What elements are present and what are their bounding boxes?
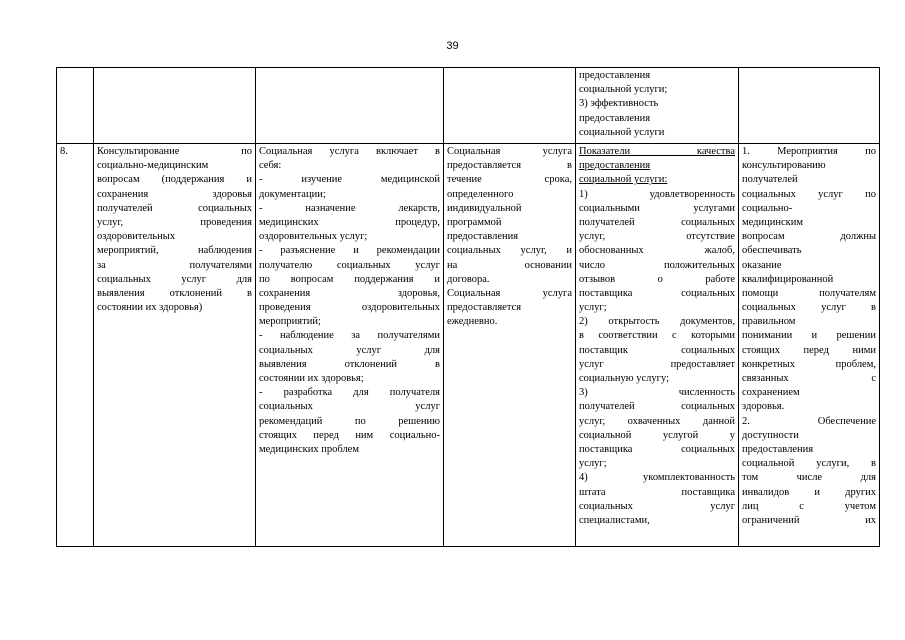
text-line: мероприятий, наблюдения [97, 245, 252, 257]
text-line: состоянии их здоровья; [259, 373, 364, 384]
text-line: конкретных проблем, [742, 358, 876, 370]
text-line: здоровья. [742, 401, 785, 413]
text-line: получателей социальных [579, 401, 735, 413]
text-line: понимании и решении [742, 330, 876, 342]
text-line: выявления отклонений в [97, 287, 252, 299]
text-line: социальных услуг по [742, 188, 876, 200]
text-line: социальных услуг в [742, 302, 876, 314]
text-line: выявления отклонений в [259, 358, 440, 370]
indicators-cell [576, 144, 739, 547]
text-line: отзывов о работе [579, 273, 735, 285]
text-line: ежедневно. [447, 316, 498, 328]
text-line: оздоровительных [97, 231, 176, 243]
text-line: - разъяснение и рекомендации [259, 245, 440, 257]
text-line: услуг предоставляет [579, 358, 735, 370]
text-line: документации; [259, 188, 326, 200]
text-line: рекомендаций по решению [259, 415, 440, 427]
text-line: 3) численность [579, 387, 735, 399]
text-line: поставщика социальных [579, 443, 735, 455]
text-line: проведения оздоровительных [259, 302, 440, 314]
service-name-cell [94, 68, 256, 144]
text-line: обеспечивать [742, 245, 802, 257]
text-line: программой [447, 216, 502, 228]
text-line: предоставления [579, 160, 651, 172]
text-line: социальных услуг [259, 401, 440, 413]
text-line: стоящих перед ним социально- [259, 429, 440, 441]
text-line: услуг, проведения [97, 216, 252, 228]
text-line: Социальная услуга [447, 146, 572, 157]
text-line: вопросам (поддержания и [97, 174, 252, 186]
number-cell [57, 68, 94, 144]
service-name-cell [94, 144, 256, 547]
text-line: получателей социальных [579, 216, 735, 228]
indicators-cell [576, 68, 739, 144]
text-line: себя: [259, 160, 282, 172]
text-line: Консультирование по [97, 146, 252, 157]
text-line: Социальная услуга включает в [259, 146, 440, 157]
row-number-text: 8. [60, 146, 68, 157]
text-line: индивидуальной [447, 202, 522, 214]
text-line: социальной услугой у [579, 429, 735, 441]
text-line: в соответствии с которыми [579, 330, 735, 342]
text-line: получателей социальных [97, 202, 252, 214]
text-line: штата поставщика [579, 486, 735, 498]
description-cell [256, 144, 444, 547]
text-line: Показатели качества [579, 146, 735, 157]
social-services-table [56, 67, 880, 547]
text-line: вопросам должны [742, 231, 876, 243]
text-line: 4) укомплектованность [579, 472, 735, 484]
text-line: предоставления [579, 70, 651, 81]
service-row-8 [57, 144, 880, 547]
text-line: услуг; [579, 458, 607, 470]
text-line: предоставления [742, 443, 814, 455]
text-line: число положительных [579, 259, 735, 271]
text-line: 1) удовлетворенность [579, 188, 735, 200]
text-line: поставщика социальных [579, 287, 735, 299]
text-line: 2) открытость документов, [579, 316, 735, 328]
conditions-cell [739, 68, 880, 144]
text-line: 2. Обеспечение [742, 415, 876, 427]
text-line: услуг; [579, 302, 607, 314]
text-line: сохранения здоровья, [259, 287, 440, 299]
text-line: договора. [447, 273, 490, 285]
timing-cell [444, 144, 576, 547]
text-line: получателю социальных услуг [259, 259, 440, 271]
text-line: услуг, охваченных данной [579, 415, 735, 427]
text-line: правильном [742, 316, 796, 328]
text-line: лиц с учетом [742, 500, 876, 512]
text-line: социально- [742, 202, 793, 214]
text-line: социально-медицинским [97, 160, 209, 172]
text-line: специалистами, [579, 514, 650, 526]
text-line: оказание [742, 259, 782, 271]
text-line: предоставления [579, 112, 651, 124]
text-line: том числе для [742, 472, 876, 484]
text-line: социальных услуг для [259, 344, 440, 356]
description-cell [256, 68, 444, 144]
text-line: квалифицированной [742, 273, 834, 285]
text-line: социальных услуг, и [447, 245, 572, 257]
conditions-cell [739, 144, 880, 547]
text-line: - назначение лекарств, [259, 202, 440, 214]
text-line: инвалидов и других [742, 486, 876, 498]
text-line: получателей [742, 174, 798, 186]
text-line: стоящих перед ними [742, 344, 876, 356]
continued-row [57, 68, 880, 144]
text-line: помощи получателям [742, 287, 876, 299]
text-line: - изучение медицинской [259, 174, 440, 186]
text-line: медицинских проблем [259, 443, 359, 455]
text-line: социальной услуги; [579, 84, 668, 96]
text-line: предоставления [447, 231, 519, 243]
text-line: социальными услугами [579, 202, 735, 214]
text-line: обоснованных жалоб, [579, 245, 735, 257]
text-line: поставщик социальных [579, 344, 735, 356]
text-line: связанных с [742, 373, 876, 384]
text-line: 3) эффективность [579, 98, 659, 110]
text-line: медицинских процедур, [259, 216, 440, 228]
text-line: социальную услугу; [579, 373, 670, 384]
text-line: по вопросам поддержания и [259, 273, 440, 285]
page-number: 39 [446, 40, 459, 52]
text-line: 1. Мероприятия по [742, 146, 876, 157]
text-line: доступности [742, 429, 799, 441]
text-line: Социальная услуга [447, 287, 572, 299]
text-line: социальных услуг для [97, 273, 252, 285]
text-line: услуг, отсутствие [579, 231, 735, 243]
text-line: предоставляется [447, 302, 522, 314]
text-line: социальных услуг [579, 500, 735, 512]
text-line: состоянии их здоровья) [97, 302, 203, 314]
text-line: оздоровительных услуг; [259, 231, 368, 243]
text-line: определенного [447, 188, 514, 200]
text-line: предоставляется в [447, 160, 572, 172]
timing-cell [444, 68, 576, 144]
text-line: ограничений их [742, 514, 876, 526]
text-line: на основании [447, 259, 572, 271]
text-line: консультированию [742, 160, 826, 172]
text-line: - разработка для получателя [259, 387, 440, 399]
row-number [57, 144, 94, 547]
text-line: сохранения здоровья [97, 188, 252, 200]
text-line: за получателями [97, 259, 252, 271]
text-line: мероприятий; [259, 316, 321, 328]
text-line: - наблюдение за получателями [259, 330, 440, 342]
text-line: сохранением [742, 387, 800, 399]
text-line: социальной услуги: [579, 174, 668, 186]
text-line: течение срока, [447, 174, 572, 186]
text-line: социальной услуги, в [742, 458, 876, 470]
text-line: социальной услуги [579, 126, 665, 138]
text-line: медицинским [742, 216, 804, 228]
